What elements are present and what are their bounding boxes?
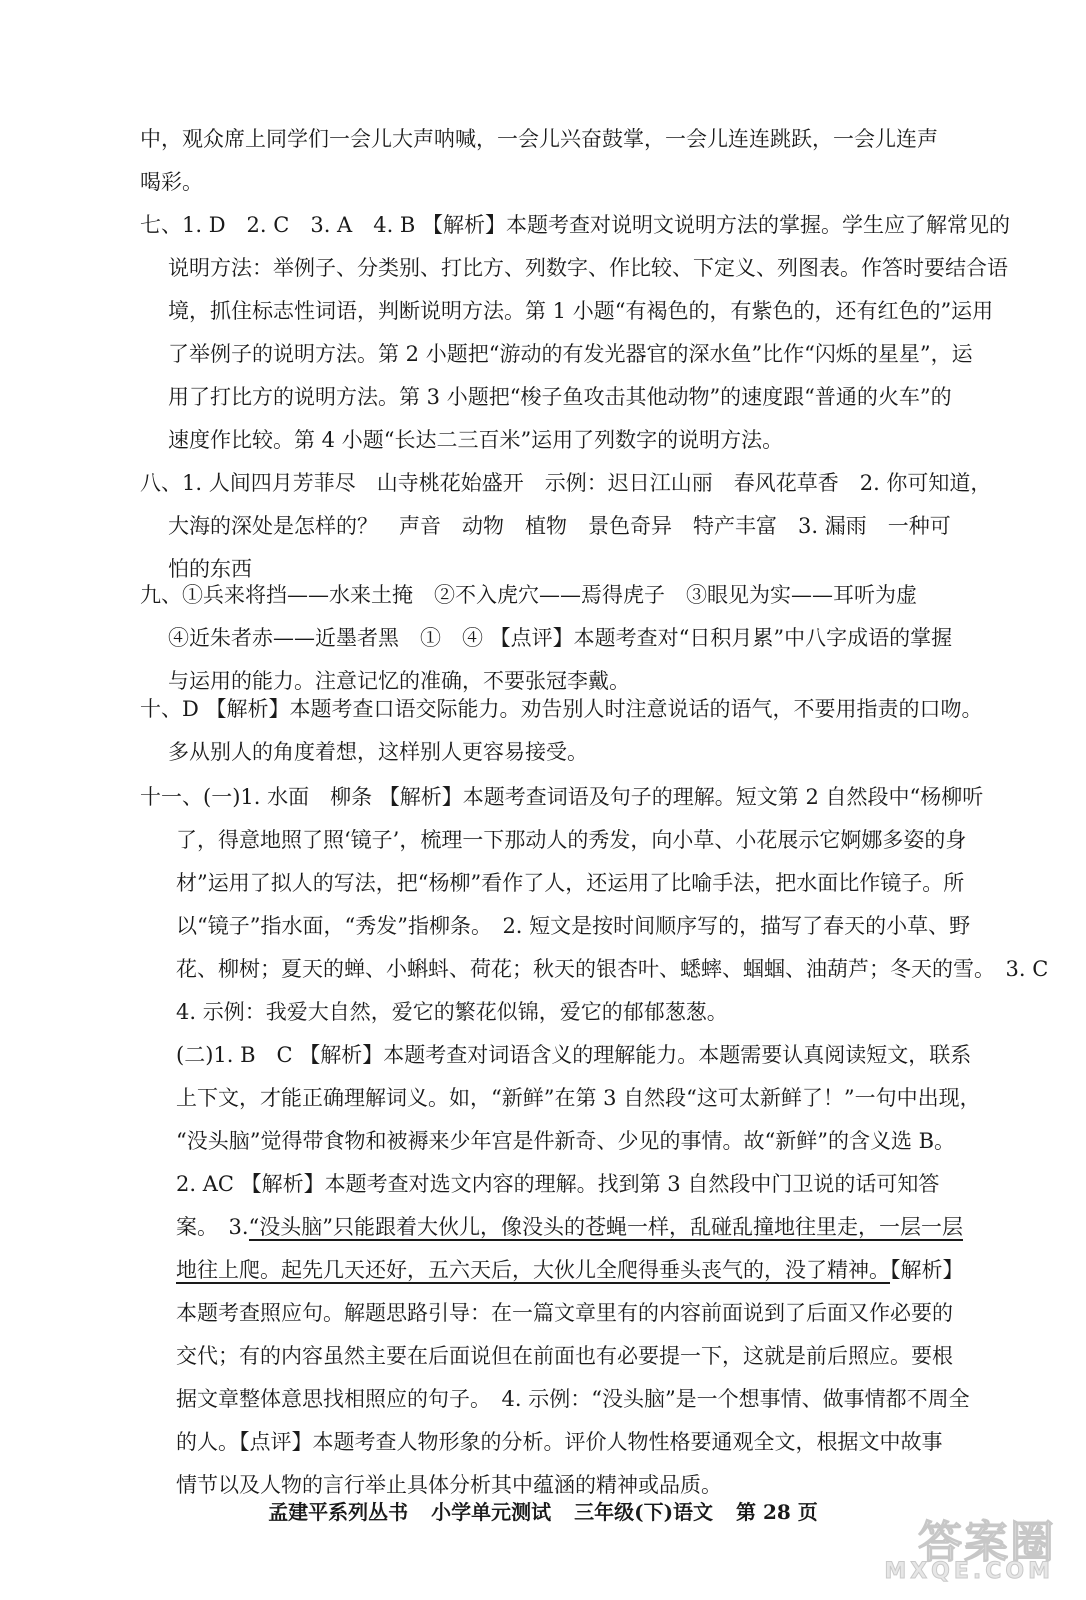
text-span: 【解析】 — [890, 1258, 964, 1282]
text-line: 十一、(一)1. 水面 柳条 【解析】本题考查词语及句子的理解。短文第 2 自然段中“杨柳听 — [140, 785, 984, 809]
text-line: 喝彩。 — [140, 170, 203, 194]
text-line: 了，得意地照了照‘镜子’，梳理一下那动人的秀发，向小草、小花展示它婀娜多姿的身 — [176, 828, 967, 852]
text-line: 本题考查照应句。解题思路引导：在一篇文章里有的内容前面说到了后面又作必要的 — [176, 1301, 953, 1325]
text-line: 花、柳树；夏天的蝉、小蝌蚪、荷花；秋天的银杏叶、蟋蟀、蝈蝈、油葫芦；冬天的雪。 3. C — [176, 957, 1049, 981]
section-11 — [140, 776, 1049, 1507]
text-line: 材”运用了拟人的写法，把“杨柳”看作了人，还运用了比喻手法，把水面比作镜子。所 — [176, 871, 965, 895]
text-line: 与运用的能力。注意记忆的准确，不要张冠李戴。 — [168, 669, 630, 693]
text-line — [140, 1249, 1020, 1292]
text-line: 交代；有的内容虽然主要在后面说但在前面也有必要提一下，这就是前后照应。要根 — [176, 1344, 953, 1368]
text-line: 十、D 【解析】本题考查口语交际能力。劝告别人时注意说话的语气，不要用指责的口吻。 — [140, 697, 983, 721]
text-line: 了举例子的说明方法。第 2 小题把“游动的有发光器官的深水鱼”比作“闪烁的星星”，运 — [168, 342, 973, 366]
text-line: ④近朱者赤——近墨者黑 ① ④ 【点评】本题考查对“日积月累”中八字成语的掌握 — [168, 626, 953, 650]
text-span: 案。 3. — [176, 1215, 249, 1239]
text-line: 速度作比较。第 4 小题“长达二三百米”运用了列数字的说明方法。 — [168, 428, 784, 452]
text-line — [140, 1206, 1020, 1249]
underlined-answer: 地往上爬。起先几天还好，五六天后，大伙儿全爬得垂头丧气的，没了精神。 — [176, 1258, 890, 1282]
section-8 — [140, 462, 1020, 591]
text-line: 七、1. D 2. C 3. A 4. B 【解析】本题考查对说明文说明方法的掌握。学生应了解常见的 — [140, 213, 1011, 237]
text-line: 据文章整体意思找相照应的句子。 4. 示例：“没头脑”是一个想事情、做事情都不周全 — [176, 1387, 970, 1411]
footer-book: 小学单元测试 — [431, 1500, 552, 1524]
text-line: 上下文，才能正确理解词义。如，“新鲜”在第 3 自然段“这可太新鲜了！”一句中出现， — [176, 1086, 981, 1110]
text-line: 情节以及人物的言行举止具体分析其中蕴涵的精神或品质。 — [176, 1473, 722, 1497]
text-line: “没头脑”觉得带食物和被褥来少年宫是件新奇、少见的事情。故“新鲜”的含义选 B。 — [176, 1129, 956, 1153]
text-line: 大海的深处是怎样的？ 声音 动物 植物 景色奇异 特产丰富 3. 漏雨 一种可 — [168, 514, 951, 538]
text-line: 怕的东西 — [168, 557, 252, 581]
text-line: 的人。【点评】本题考查人物形象的分析。评价人物性格要通观全文，根据文中故事 — [176, 1430, 943, 1454]
watermark-top-text: 答案圈 — [918, 1517, 1056, 1568]
text-line: 说明方法：举例子、分类别、打比方、列数字、作比较、下定义、列图表。作答时要结合语 — [168, 256, 1008, 280]
footer-grade: 三年级(下)语文 — [574, 1500, 714, 1524]
text-line: 八、1. 人间四月芳菲尽 山寺桃花始盛开 示例：迟日江山丽 春风花草香 2. 你可知道， — [140, 471, 992, 495]
text-line: 境，抓住标志性词语，判断说明方法。第 1 小题“有褐色的，有紫色的，还有红色的”运用 — [168, 299, 994, 323]
section-10 — [140, 688, 1020, 774]
text-line: 中，观众席上同学们一会儿大声呐喊，一会儿兴奋鼓掌，一会儿连连跳跃，一会儿连声 — [140, 127, 938, 151]
section-7 — [140, 204, 1020, 462]
text-line: 以“镜子”指水面，“秀发”指柳条。 2. 短文是按时间顺序写的，描写了春天的小草、野 — [176, 914, 971, 938]
underlined-answer: “没头脑”只能跟着大伙儿，像没头的苍蝇一样，乱碰乱撞地往里走，一层一层 — [248, 1215, 964, 1239]
text-line: 用了打比方的说明方法。第 3 小题把“梭子鱼攻击其他动物”的速度跟“普通的火车”的 — [168, 385, 952, 409]
section-9 — [140, 574, 1020, 703]
text-line: 多从别人的角度着想，这样别人更容易接受。 — [168, 740, 588, 764]
text-line: 九、①兵来将挡——水来土掩 ②不入虎穴——焉得虎子 ③眼见为实——耳听为虚 — [140, 583, 917, 607]
text-line: (二)1. B C 【解析】本题考查对词语含义的理解能力。本题需要认真阅读短文，联系 — [176, 1043, 972, 1067]
watermark-logo — [866, 1506, 1066, 1586]
text-line: 4. 示例：我爱大自然，爱它的繁花似锦，爱它的郁郁葱葱。 — [176, 1000, 728, 1024]
text-line: 2. AC 【解析】本题考查对选文内容的理解。找到第 3 自然段中门卫说的话可知答 — [176, 1172, 940, 1196]
section-6-tail — [140, 118, 1020, 204]
watermark-bottom-text: MXQE.COM — [884, 1559, 1054, 1584]
footer-series: 孟建平系列丛书 — [268, 1500, 409, 1524]
footer-page-number: 第 28 页 — [736, 1500, 818, 1524]
